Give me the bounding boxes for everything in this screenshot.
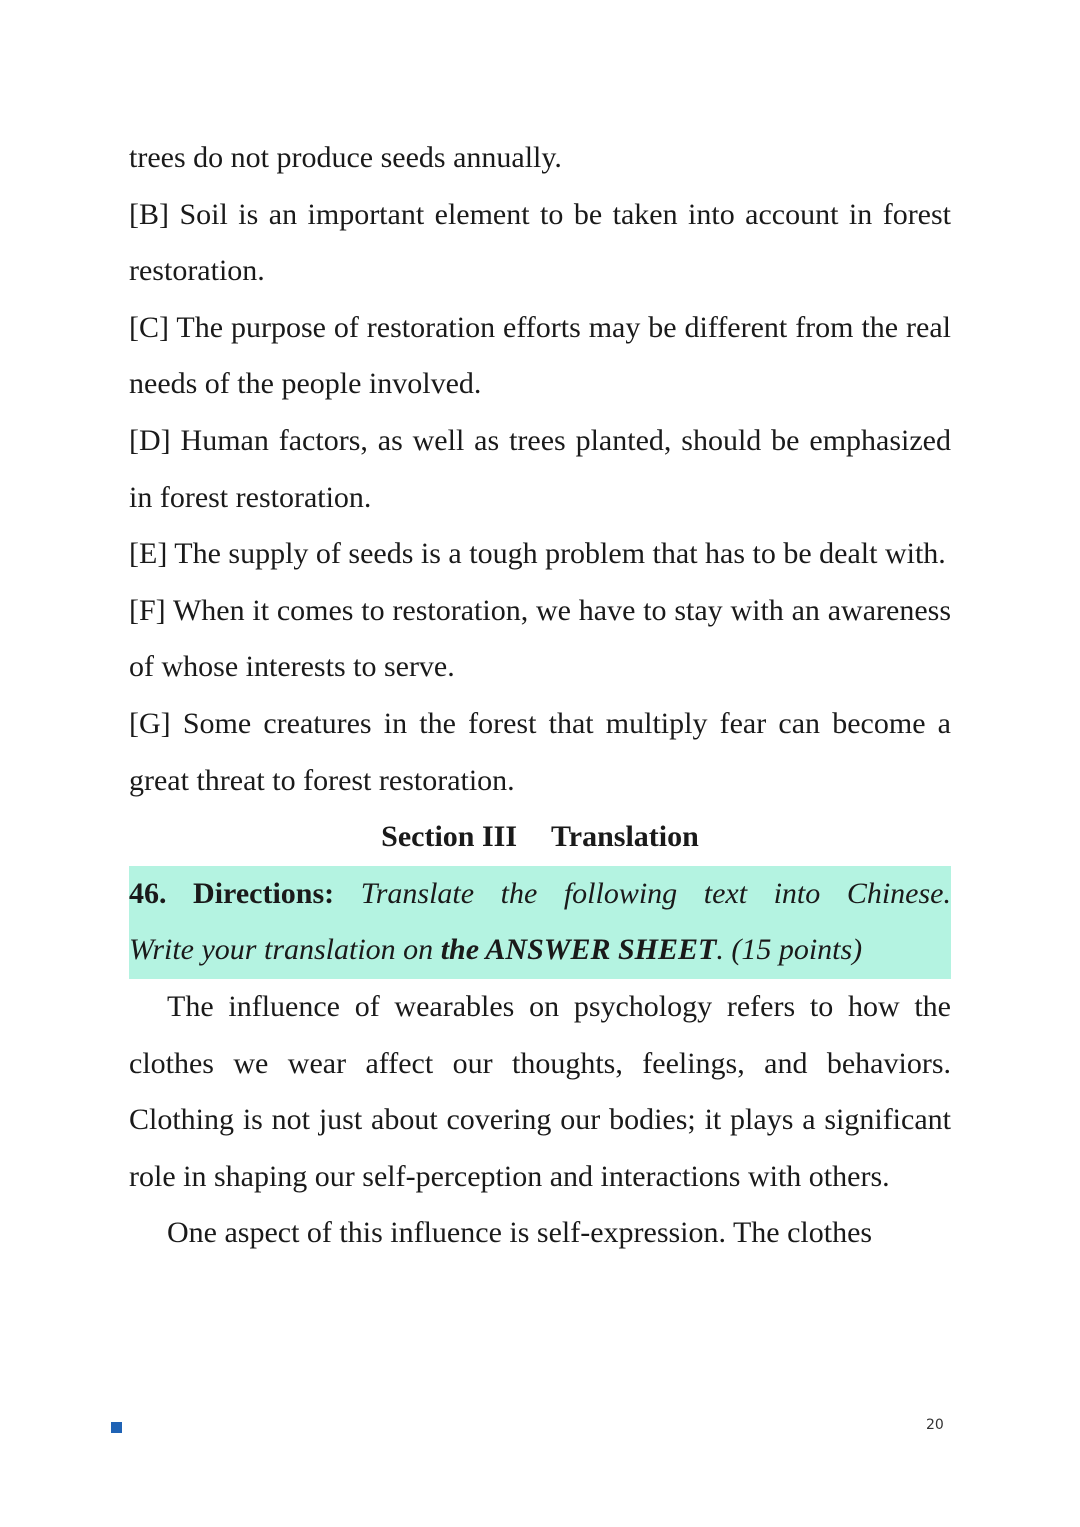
option-text: When it comes to restoration, we have to stay with an awareness of whose interests to serve. (129, 593, 951, 684)
section-heading (129, 809, 951, 866)
page-number: 20 (926, 1417, 944, 1433)
option-letter: [G] (129, 706, 171, 740)
translation-passage (129, 979, 951, 1262)
option-c (129, 300, 951, 413)
options-list (129, 187, 951, 810)
passage-paragraph: The influence of wearables on psychology refers to how the clothes we wear affect our thoughts, feelings, and behaviors. Clothing is not just about covering our bodies; it plays a significant role in shaping our self-perception and interactions with others. (129, 989, 951, 1193)
option-b (129, 187, 951, 300)
option-text: The supply of seeds is a tough problem that has to be dealt with. (174, 537, 946, 571)
passage-paragraph: One aspect of this influence is self-expression. The clothes (167, 1216, 873, 1250)
option-letter: [F] (129, 593, 166, 627)
directions-label: 46. Directions: (129, 876, 335, 910)
directions-instruction: Translate the following text into Chinese. (360, 876, 951, 910)
directions-write-text: Write your translation on (129, 933, 441, 967)
directions-box (129, 866, 951, 979)
continuation-text: trees do not produce seeds annually. (129, 141, 562, 174)
directions-line-2 (129, 922, 951, 979)
option-text: Some creatures in the forest that multiply fear can become a great threat to forest restoration. (129, 706, 951, 797)
option-letter: [D] (129, 423, 171, 457)
option-e (129, 526, 951, 583)
directions-points: . (15 points) (716, 933, 863, 967)
footer-square-icon (111, 1422, 122, 1433)
option-letter: [E] (129, 537, 168, 571)
page-content (129, 130, 951, 1262)
directions-line-1 (129, 866, 951, 923)
option-text: Soil is an important element to be taken into account in forest restoration. (129, 197, 952, 288)
section-number: Section III (381, 820, 518, 854)
option-d (129, 413, 951, 526)
option-g (129, 696, 951, 809)
option-text: The purpose of restoration efforts may be different from the real needs of the people involved. (129, 310, 951, 401)
option-letter: [C] (129, 310, 169, 344)
option-text: Human factors, as well as trees planted, should be emphasized in forest restoration. (129, 423, 951, 514)
option-f (129, 583, 951, 696)
answer-sheet-label: the ANSWER SHEET (440, 933, 717, 967)
option-letter: [B] (129, 197, 169, 231)
section-title: Translation (551, 820, 699, 854)
